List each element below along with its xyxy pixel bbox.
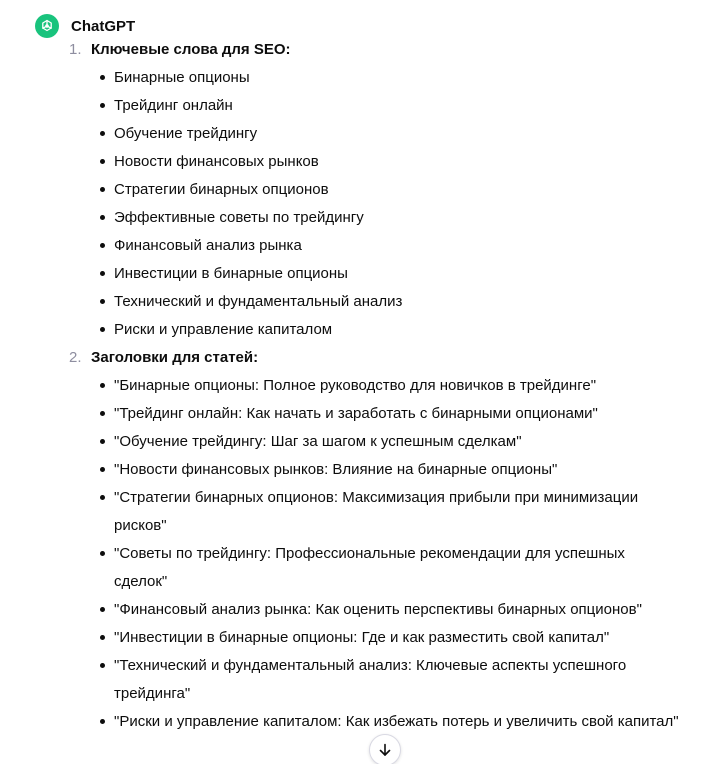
list-item: Инвестиции в бинарные опционы (0, 260, 711, 288)
list-item: "Финансовый анализ рынка: Как оценить перспективы бинарных опционов" (0, 596, 711, 624)
list-item: Технический и фундаментальный анализ (0, 288, 711, 316)
keyword-list (0, 64, 711, 344)
list-item: Трейдинг онлайн (0, 92, 711, 120)
list-item: "Инвестиции в бинарные опционы: Где и как разместить свой капитал" (0, 624, 711, 652)
list-item: Новости финансовых рынков (0, 148, 711, 176)
section-number: 1. (69, 41, 82, 58)
list-item: Эффективные советы по трейдингу (0, 204, 711, 232)
headline-list (0, 372, 711, 736)
list-item: "Советы по трейдингу: Профессиональные рекомендации для успешных сделок" (0, 540, 711, 596)
message-author: ChatGPT (71, 17, 136, 35)
arrow-down-icon (377, 742, 393, 758)
list-item: Финансовый анализ рынка (0, 232, 711, 260)
list-item: "Бинарные опционы: Полное руководство для новичков в трейдинге" (0, 372, 711, 400)
list-item: Бинарные опционы (0, 64, 711, 92)
list-item: "Технический и фундаментальный анализ: Ключевые аспекты успешного трейдинга" (0, 652, 711, 708)
list-item: Обучение трейдингу (0, 120, 711, 148)
message-content (0, 36, 711, 736)
list-item: "Трейдинг онлайн: Как начать и заработать с бинарными опционами" (0, 400, 711, 428)
section-seo-keywords (0, 36, 711, 344)
list-item: "Риски и управление капиталом: Как избежать потерь и увеличить свой капитал" (0, 708, 711, 736)
openai-logo-icon (35, 14, 59, 38)
list-item: Стратегии бинарных опционов (0, 176, 711, 204)
list-item: "Новости финансовых рынков: Влияние на бинарные опционы" (0, 456, 711, 484)
list-item: Риски и управление капиталом (0, 316, 711, 344)
list-item: "Стратегии бинарных опционов: Максимизация прибыли при минимизации рисков" (0, 484, 711, 540)
scroll-to-bottom-button[interactable] (369, 734, 401, 764)
section-number: 2. (69, 349, 82, 366)
list-item: "Обучение трейдингу: Шаг за шагом к успешным сделкам" (0, 428, 711, 456)
section-title: Ключевые слова для SEO: (91, 41, 291, 58)
section-title: Заголовки для статей: (91, 349, 259, 366)
section-article-headlines (0, 344, 711, 736)
